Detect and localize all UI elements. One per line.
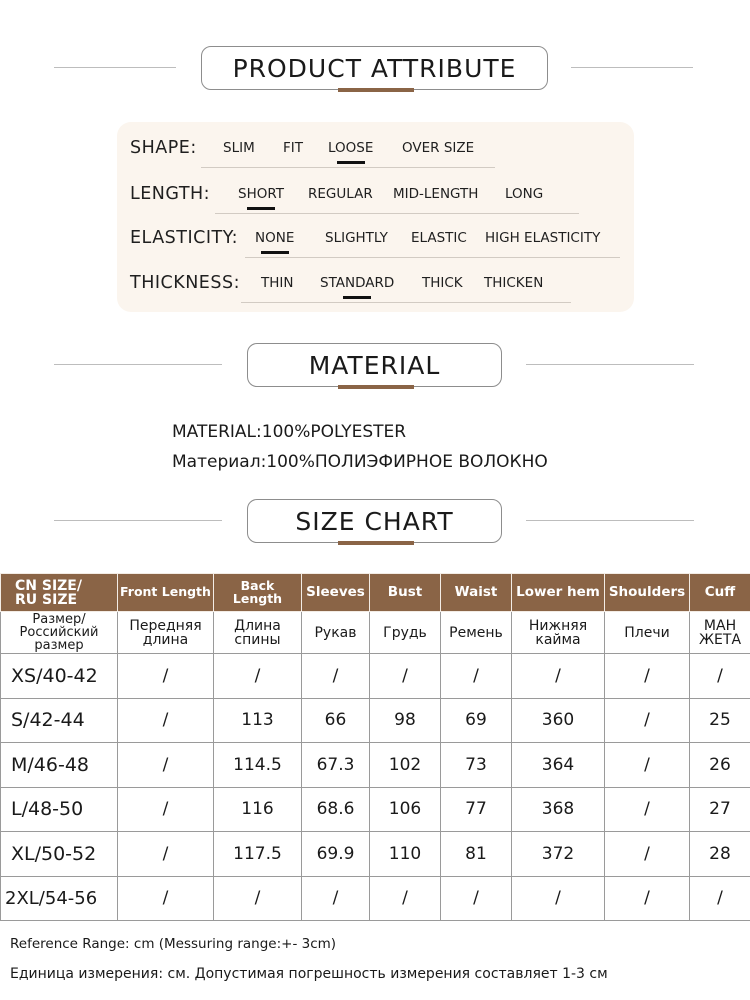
table-cell: / <box>370 876 441 921</box>
table-cell: / <box>118 698 214 743</box>
table-cell: 25 <box>690 698 750 743</box>
attribute-row-thickness <box>117 269 634 299</box>
attribute-option-text: FIT <box>283 140 303 156</box>
selected-mark <box>261 251 289 254</box>
attribute-option <box>402 140 474 156</box>
header-cell: CN SIZE/ RU SIZE <box>1 574 118 612</box>
divider-right <box>526 520 694 521</box>
table-cell: / <box>214 876 302 921</box>
attribute-option-selected <box>328 140 373 156</box>
size-chart-title-text: SIZE CHART <box>295 506 454 536</box>
header-cell-ru: Длина спины <box>214 612 302 654</box>
material-title <box>247 343 502 387</box>
product-attribute-title-text: PRODUCT ATTRIBUTE <box>232 53 517 83</box>
material-ru: Материал:100%ПОЛИЭФИРНОЕ ВОЛОКНО <box>172 452 548 472</box>
table-cell: 106 <box>370 787 441 832</box>
table-row <box>1 876 750 921</box>
table-cell: / <box>118 876 214 921</box>
table-cell: 69.9 <box>302 832 370 877</box>
attribute-option <box>485 230 600 246</box>
size-chart-heading <box>0 499 750 543</box>
table-cell: 66 <box>302 698 370 743</box>
size-chart-table <box>0 573 750 921</box>
attribute-option-text: LOOSE <box>328 140 374 156</box>
table-cell: / <box>118 654 214 699</box>
table-cell: 77 <box>441 787 512 832</box>
table-cell: 364 <box>512 743 605 788</box>
attribute-underline <box>201 167 495 168</box>
table-row <box>1 787 750 832</box>
attribute-label: ELASTICITY: <box>130 228 238 248</box>
table-cell: 28 <box>690 832 750 877</box>
attribute-option-selected <box>320 275 394 291</box>
size-cell: 2XL/54-56 <box>1 876 118 921</box>
attribute-option-text: THIN <box>261 275 294 291</box>
divider-left <box>54 520 222 521</box>
attribute-label: THICKNESS: <box>130 273 240 293</box>
material-heading <box>0 343 750 387</box>
table-cell: 110 <box>370 832 441 877</box>
material-en: MATERIAL:100%POLYESTER <box>172 422 407 442</box>
attribute-option-text: SLIM <box>223 140 255 156</box>
table-cell: / <box>690 654 750 699</box>
attribute-option-text: STANDARD <box>320 275 395 291</box>
attribute-option-text: HIGH ELASTICITY <box>485 230 601 246</box>
table-cell: / <box>605 832 690 877</box>
table-cell: 26 <box>690 743 750 788</box>
size-cell: L/48-50 <box>1 787 118 832</box>
attribute-option <box>308 186 373 202</box>
selected-mark <box>337 161 365 164</box>
product-attribute-heading <box>0 46 750 90</box>
table-cell: / <box>118 787 214 832</box>
divider-right <box>526 364 694 365</box>
attribute-option-text: ELASTIC <box>411 230 467 246</box>
title-accent-bar <box>338 88 414 92</box>
attribute-option-selected <box>238 186 284 202</box>
product-attribute-title <box>201 46 548 90</box>
attribute-row-shape <box>117 134 634 164</box>
header-cell-ru: Грудь <box>370 612 441 654</box>
attribute-option <box>261 275 293 291</box>
divider-right <box>571 67 693 68</box>
header-row-en <box>1 574 750 612</box>
header-cell: Back Length <box>214 574 302 612</box>
size-chart-title <box>247 499 502 543</box>
table-cell: / <box>302 876 370 921</box>
table-cell: 114.5 <box>214 743 302 788</box>
header-cell-ru: Передняя длина <box>118 612 214 654</box>
table-cell: / <box>605 876 690 921</box>
attribute-underline <box>245 257 620 258</box>
size-cell: M/46-48 <box>1 743 118 788</box>
size-cell: XL/50-52 <box>1 832 118 877</box>
header-cell: Front Length <box>118 574 214 612</box>
attribute-row-elasticity <box>117 224 634 254</box>
table-cell: 360 <box>512 698 605 743</box>
table-row <box>1 654 750 699</box>
attribute-option-text: THICK <box>422 275 463 291</box>
table-cell: / <box>605 743 690 788</box>
attribute-option-text: THICKEN <box>484 275 544 291</box>
title-accent-bar <box>338 541 414 545</box>
header-cell: Bust <box>370 574 441 612</box>
table-cell: / <box>605 654 690 699</box>
table-cell: / <box>441 876 512 921</box>
attribute-panel <box>117 122 634 312</box>
attribute-row-length <box>117 180 634 210</box>
table-cell: / <box>214 654 302 699</box>
header-cell-ru: Ремень <box>441 612 512 654</box>
header-cell-ru: Плечи <box>605 612 690 654</box>
footnote-en: Reference Range: cm (Messuring range:+- 3cm) <box>10 936 337 952</box>
table-row <box>1 743 750 788</box>
header-cell: Sleeves <box>302 574 370 612</box>
table-cell: / <box>441 654 512 699</box>
attribute-option-text: MID-LENGTH <box>393 186 479 202</box>
selected-mark <box>343 296 371 299</box>
selected-mark <box>247 207 275 210</box>
attribute-option-text: SLIGHTLY <box>325 230 388 246</box>
attribute-option-text: LONG <box>505 186 544 202</box>
table-cell: 113 <box>214 698 302 743</box>
table-cell: / <box>370 654 441 699</box>
attribute-option-text: NONE <box>255 230 295 246</box>
attribute-option-selected <box>255 230 294 246</box>
table-row <box>1 698 750 743</box>
table-cell: 368 <box>512 787 605 832</box>
table-cell: / <box>605 698 690 743</box>
attribute-label: SHAPE: <box>130 138 197 158</box>
divider-left <box>54 364 222 365</box>
material-title-text: MATERIAL <box>308 350 441 380</box>
header-cell: Cuff <box>690 574 750 612</box>
table-cell: 69 <box>441 698 512 743</box>
table-cell: 67.3 <box>302 743 370 788</box>
attribute-underline <box>215 213 579 214</box>
header-cell: Lower hem <box>512 574 605 612</box>
attribute-option <box>484 275 543 291</box>
table-row <box>1 832 750 877</box>
table-cell: / <box>512 876 605 921</box>
table-cell: 27 <box>690 787 750 832</box>
header-cell-ru: МАН ЖЕТА <box>690 612 750 654</box>
table-cell: 116 <box>214 787 302 832</box>
table-cell: 98 <box>370 698 441 743</box>
table-cell: 372 <box>512 832 605 877</box>
footnote-ru: Единица измерения: см. Допустимая погрешность измерения составляет 1-3 см <box>10 966 608 982</box>
attribute-option <box>411 230 467 246</box>
table-cell: 102 <box>370 743 441 788</box>
size-cell: XS/40-42 <box>1 654 118 699</box>
attribute-option-text: OVER SIZE <box>402 140 475 156</box>
table-cell: 68.6 <box>302 787 370 832</box>
table-cell: / <box>605 787 690 832</box>
table-cell: / <box>512 654 605 699</box>
table-cell: / <box>118 832 214 877</box>
attribute-option <box>393 186 478 202</box>
attribute-option-text: SHORT <box>238 186 284 202</box>
table-cell: / <box>690 876 750 921</box>
divider-left <box>54 67 176 68</box>
attribute-label: LENGTH: <box>130 184 211 204</box>
table-cell: / <box>302 654 370 699</box>
header-row-ru <box>1 612 750 654</box>
title-accent-bar <box>338 385 414 389</box>
attribute-option-text: REGULAR <box>308 186 373 202</box>
attribute-option <box>325 230 388 246</box>
header-cell-ru: Рукав <box>302 612 370 654</box>
header-cell-ru: Размер/ Российский размер <box>1 612 118 654</box>
attribute-option <box>283 140 303 156</box>
table-cell: 117.5 <box>214 832 302 877</box>
table-cell: 73 <box>441 743 512 788</box>
header-cell-ru: Нижняя кайма <box>512 612 605 654</box>
table-cell: / <box>118 743 214 788</box>
attribute-underline <box>241 302 571 303</box>
table-cell: 81 <box>441 832 512 877</box>
attribute-option <box>505 186 543 202</box>
attribute-option <box>422 275 463 291</box>
header-cell: Waist <box>441 574 512 612</box>
header-cell: Shoulders <box>605 574 690 612</box>
size-cell: S/42-44 <box>1 698 118 743</box>
attribute-option <box>223 140 255 156</box>
